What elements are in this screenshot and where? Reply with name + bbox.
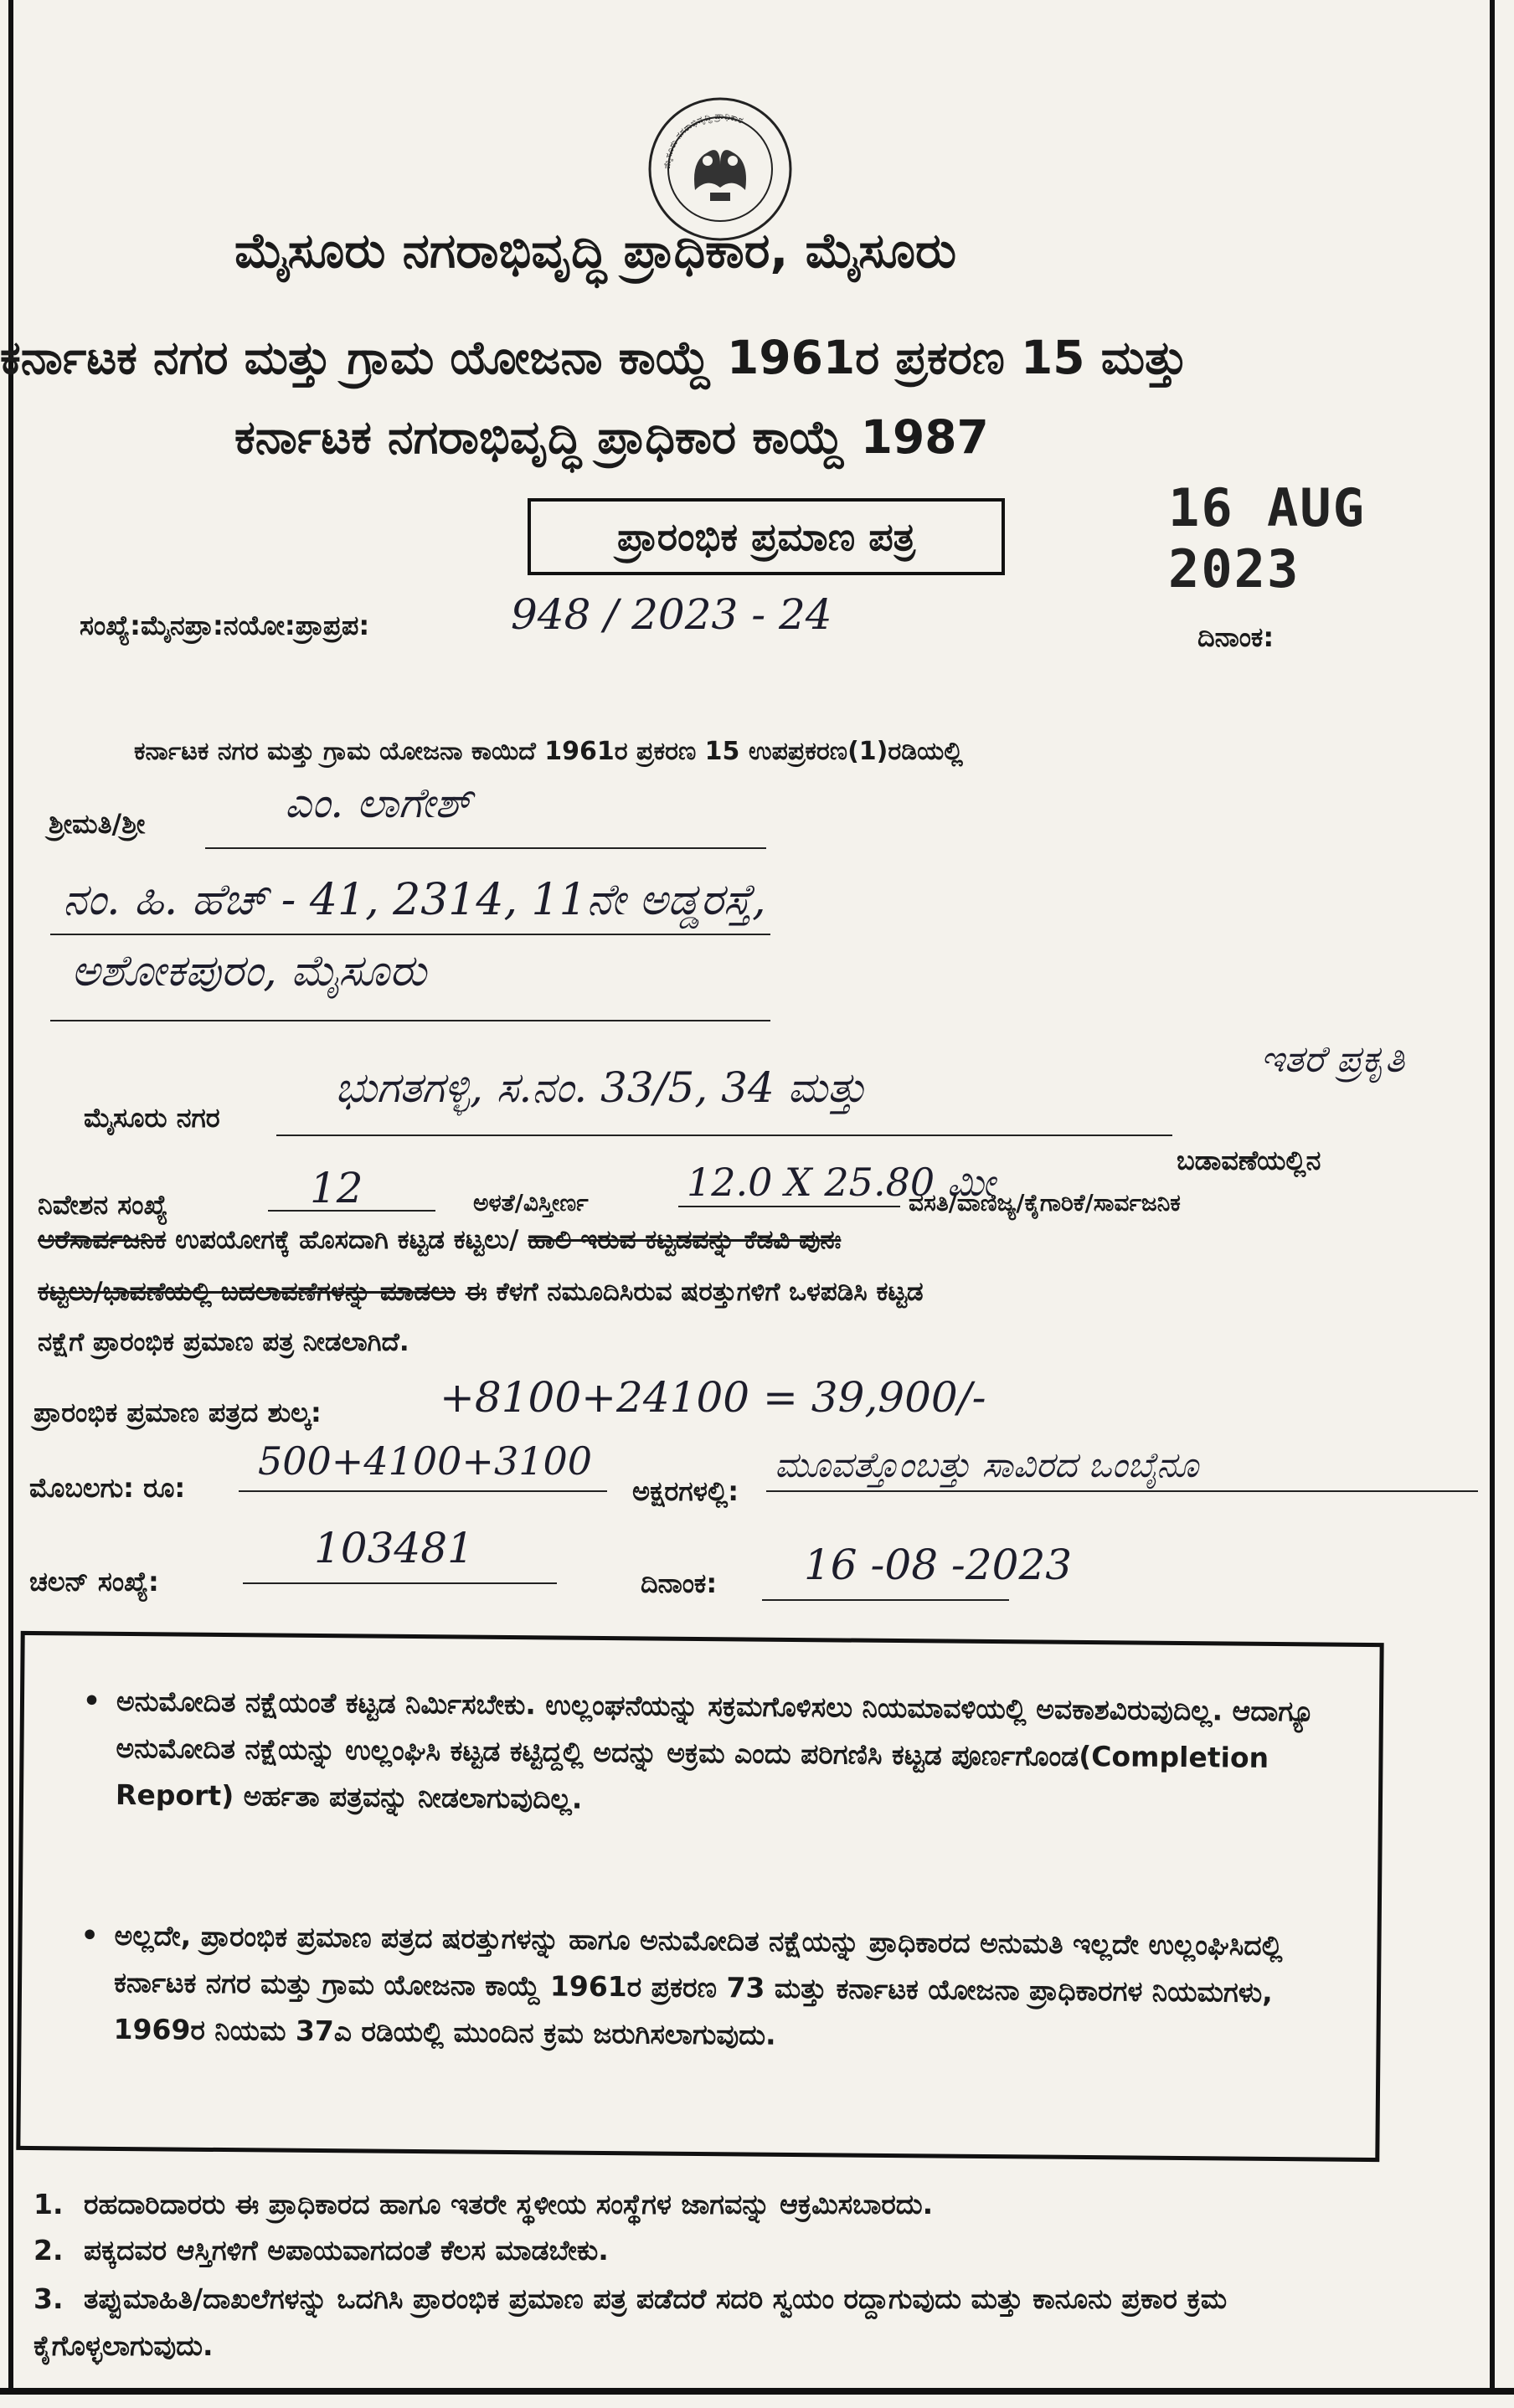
location-extra: ಇತರೆ ಪ್ರಕೃತಿ xyxy=(1260,1038,1405,1081)
act-title-line1: ಕರ್ನಾಟಕ ನಗರ ಮತ್ತು ಗ್ರಾಮ ಯೋಜನಾ ಕಾಯ್ದೆ 1961ರ ಪ್ರಕರಣ 15 ಮತ್ತು xyxy=(0,331,1188,384)
challan-date-label: ದಿನಾಂಕ: xyxy=(641,1567,718,1599)
rule-text: ತಪ್ಪುಮಾಹಿತಿ/ದಾಖಲೆಗಳನ್ನು ಒದಗಿಸಿ ಪ್ರಾರಂಭಿಕ ಪ್ರಮಾಣ ಪತ್ರ ಪಡೆದರೆ ಸದರಿ ಸ್ವಯಂ ರದ್ದಾಗುವುದು ಮತ್ತು ಕಾನೂನು ಪ್ರಕಾರ ಕ್ರಮ ಕೈಗೊಳ್ಳಲಾಗುವುದು. xyxy=(33,2282,1228,2362)
location-rule xyxy=(276,1135,1172,1136)
dimension-value: 12.0 X 25.80 ಮೀ xyxy=(687,1160,995,1205)
reference-number-label: ಸಂಖ್ಯೆ:ಮೈನಪ್ರಾ:ನಯೋ:ಪ್ರಾಪ್ರಪ: xyxy=(80,610,370,641)
rule-number: 1. xyxy=(33,2188,64,2220)
dimension-label: ಅಳತೆ/ವಿಸ್ತೀರ್ಣ xyxy=(473,1189,589,1217)
received-stamp-date: 16 AUG 2023 xyxy=(1168,477,1366,599)
property-location: ಭುಗತಗಳ್ಳಿ, ಸ.ನಂ. 33/5, 34 ಮತ್ತು xyxy=(335,1063,867,1112)
fee-value: +8100+24100 = 39,900/- xyxy=(440,1373,986,1422)
usage-line4: ನಕ್ಷೆಗೆ ಪ್ರಾರಂಭಿಕ ಪ್ರಮಾಣ ಪತ್ರ ನೀಡಲಾಗಿದೆ. xyxy=(38,1327,409,1357)
rule-item xyxy=(33,2276,1373,2369)
notice-box xyxy=(16,1631,1383,2162)
reference-number-value: 948 / 2023 - 24 xyxy=(511,590,832,639)
bullet-icon: • xyxy=(82,1684,101,1717)
amount-rule xyxy=(239,1490,607,1492)
reference-date-label: ದಿನಾಂಕ: xyxy=(1197,621,1275,653)
usage-line3-struck: ಕಟ್ಟಲು/ಭಾವಣೆಯಲ್ಲಿ ಬದಲಾವಣೆಗಳನ್ನು ಮಾಡಲು xyxy=(38,1277,456,1307)
applicant-address-line2: ಅಶೋಕಪುರಂ, ಮೈಸೂರು xyxy=(71,946,427,996)
amount-value: 500+4100+3100 xyxy=(258,1438,593,1484)
words-value: ಮೂವತ್ತೊಂಬತ್ತು ಸಾವಿರದ ಒಂಬೈನೂ xyxy=(775,1444,1199,1485)
rule-text: ರಹದಾರಿದಾರರು ಈ ಪ್ರಾಧಿಕಾರದ ಹಾಗೂ ಇತರೇ ಸ್ಥಳೀಯ ಸಂಸ್ಥೆಗಳ ಜಾಗವನ್ನು ಆಕ್ರಮಿಸಬಾರದು. xyxy=(84,2188,934,2220)
page-bottom-rule xyxy=(0,2388,1514,2395)
usage-line2 xyxy=(38,1221,1478,1259)
dimension-rule xyxy=(678,1206,900,1207)
challan-date-value: 16 -08 -2023 xyxy=(804,1541,1073,1589)
notice-bullet-1-text: ಅನುಮೋದಿತ ನಕ್ಷೆಯಂತೆ ಕಟ್ಟಡ ನಿರ್ಮಿಸಬೇಕು. ಉಲ್ಲಂಘನೆಯನ್ನು ಸಕ್ರಮಗೊಳಿಸಲು ನಿಯಮಾವಳಿಯಲ್ಲಿ ಅವಕಾಶವಿರುವುದಿಲ್ಲ. ಆದಾಗ್ಯೂ ಅನುಮೋದಿತ ನಕ್ಷೆಯನ್ನು ಉಲ್ಲಂಘಿಸಿ ಕಟ್ಟಡ ಕಟ್ಟಿದ್ದಲ್ಲಿ ಅದನ್ನು ಅಕ್ರಮ ಎಂದು ಪರಿಗಣಿಸಿ ಕಟ್ಟಡ ಪೂರ್ಣಗೊಂಡ(Completion Report) ಅರ್ಹತಾ ಪತ್ರವನ್ನು ನೀಡಲಾಗುವುದಿಲ್ಲ. xyxy=(115,1684,1315,1815)
usage-line3 xyxy=(38,1273,1478,1311)
usage-types: ವಸತಿ/ವಾಣಿಜ್ಯ/ಕೈಗಾರಿಕೆ/ಸಾರ್ವಜನಿಕ xyxy=(909,1189,1181,1217)
site-number-value: 12 xyxy=(310,1164,363,1212)
seal-text: ಮೈಸೂರು ನಗರಾಭಿವೃದ್ಧಿ ಪ್ರಾಧಿಕಾರ xyxy=(661,110,745,170)
applicant-label: ಶ್ರೀಮತಿ/ಶ್ರೀ xyxy=(49,808,146,840)
city-label: ಮೈಸೂರು ನಗರ xyxy=(84,1102,220,1134)
words-label: ಅಕ್ಷರಗಳಲ್ಲಿ: xyxy=(632,1475,739,1507)
rule-item xyxy=(33,2181,1440,2228)
rule-number: 3. xyxy=(33,2282,64,2315)
notice-bullet-2 xyxy=(80,1912,1353,2064)
challan-label: ಚಲನ್ ಸಂಖ್ಯೆ: xyxy=(29,1566,159,1598)
address-rule-1 xyxy=(50,934,770,935)
notice-bullet-1 xyxy=(82,1678,1356,1829)
usage-line2-end-struck: ಹಾಲಿ ಇರುವ ಕಟ್ಟಡವನ್ನು ಕೆಡವಿ ಪುನಃ xyxy=(528,1225,842,1255)
site-number-rule xyxy=(268,1210,435,1212)
applicant-address-line1: ನಂ. ಹಿ. ಹೆಚ್ - 41, 2314, 11ನೇ ಅಡ್ಡರಸ್ತೆ, xyxy=(63,875,766,925)
challan-value: 103481 xyxy=(314,1524,474,1572)
authority-title: ಮೈಸೂರು ನಗರಾಭಿವೃದ್ಧಿ ಪ್ರಾಧಿಕಾರ, ಮೈಸೂರು xyxy=(234,222,957,279)
rule-item xyxy=(33,2227,1440,2274)
bullet-icon: • xyxy=(80,1918,99,1952)
preamble-text: ಕರ್ನಾಟಕ ನಗರ ಮತ್ತು ಗ್ರಾಮ ಯೋಜನಾ ಕಾಯಿದೆ 1961ರ ಪ್ರಕರಣ 15 ಉಪಪ್ರಕರಣ(1)ರಡಿಯಲ್ಲಿ xyxy=(134,737,963,766)
words-rule xyxy=(766,1490,1478,1492)
usage-line2-text: ಉಪಯೋಗಕ್ಕೆ ಹೊಸದಾಗಿ ಕಟ್ಟಡ ಕಟ್ಟಲು/ xyxy=(175,1225,519,1255)
rule-text: ಪಕ್ಕದವರ ಆಸ್ತಿಗಳಿಗೆ ಅಪಾಯವಾಗದಂತೆ ಕೆಲಸ ಮಾಡಬೇಕು. xyxy=(84,2234,609,2267)
certificate-title: ಪ್ರಾರಂಭಿಕ ಪ್ರಮಾಣ ಪತ್ರ xyxy=(528,498,1005,575)
usage-line2-struck: ಅರೆಸಾರ್ವಜನಿಕ xyxy=(38,1225,167,1255)
challan-rule xyxy=(243,1582,557,1584)
applicant-name: ಎಂ. ಲಾಗೇಶ್ xyxy=(285,779,472,827)
rule-number: 2. xyxy=(33,2234,64,2267)
address-rule-2 xyxy=(50,1020,770,1021)
layout-suffix: ಬಡಾವಣೆಯಲ್ಲಿನ xyxy=(1177,1145,1321,1176)
usage-line3-text: ಈ ಕೆಳಗೆ ನಮೂದಿಸಿರುವ ಷರತ್ತುಗಳಿಗೆ ಒಳಪಡಿಸಿ ಕಟ್ಟಡ xyxy=(464,1277,924,1307)
challan-date-rule xyxy=(762,1599,1009,1601)
fee-label: ಪ್ರಾರಂಭಿಕ ಪ್ರಮಾಣ ಪತ್ರದ ಶುಲ್ಕ: xyxy=(33,1397,322,1428)
notice-bullet-2-text: ಅಲ್ಲದೇ, ಪ್ರಾರಂಭಿಕ ಪ್ರಮಾಣ ಪತ್ರದ ಷರತ್ತುಗಳನ್ನು ಹಾಗೂ ಅನುಮೋದಿತ ನಕ್ಷೆಯನ್ನು ಪ್ರಾಧಿಕಾರದ ಅನುಮತಿ ಇಲ್ಲದೇ ಉಲ್ಲಂಘಿಸಿದಲ್ಲಿ ಕರ್ನಾಟಕ ನಗರ ಮತ್ತು ಗ್ರಾಮ ಯೋಜನಾ ಕಾಯ್ದೆ 1961ರ ಪ್ರಕರಣ 73 ಮತ್ತು ಕರ್ನಾಟಕ ಯೋಜನಾ ಪ್ರಾಧಿಕಾರಗಳ ನಿಯಮಗಳು, 1969ರ ನಿಯಮ 37ಎ ರಡಿಯಲ್ಲಿ ಮುಂದಿನ ಕ್ರಮ ಜರುಗಿಸಲಾಗುವುದು. xyxy=(113,1918,1283,2051)
act-title-line2: ಕರ್ನಾಟಕ ನಗರಾಭಿವೃದ್ಧಿ ಪ್ರಾಧಿಕಾರ ಕಾಯ್ದೆ 1987 xyxy=(234,410,989,464)
site-number-label: ನಿವೇಶನ ಸಂಖ್ಯೆ xyxy=(38,1189,168,1221)
applicant-name-rule xyxy=(205,847,766,849)
amount-label: ಮೊಬಲಗು: ರೂ: xyxy=(29,1472,186,1504)
